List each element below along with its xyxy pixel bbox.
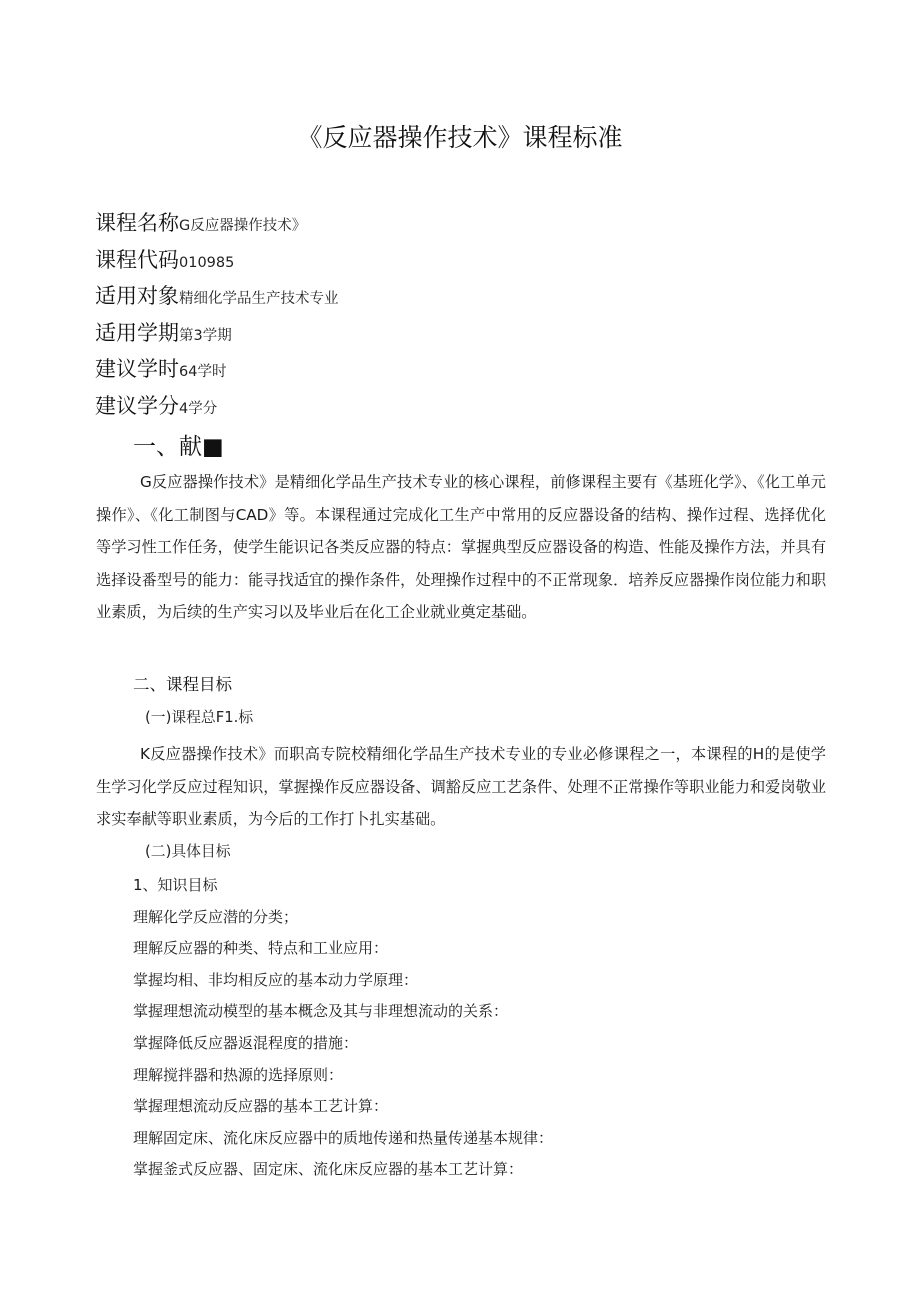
list-item: 掌握均相、非均相反应的基本动力学原理： — [133, 970, 419, 989]
meta-label: 适用学期 — [95, 320, 179, 345]
meta-row-semester — [95, 315, 339, 352]
section-heading-1: 一、献■ — [133, 434, 224, 460]
list-item: 掌握理想流动反应器的基本工艺计算： — [133, 1097, 389, 1116]
section-1-paragraph — [96, 466, 826, 629]
section-2-paragraph — [96, 738, 826, 836]
list-item: 理解搅拌器和热源的选择原则： — [133, 1065, 344, 1084]
meta-label: 建议学时 — [95, 357, 179, 381]
meta-value: 4学分 — [179, 400, 218, 417]
subheading-overall-goal: (一)课程总F1.标 — [145, 709, 254, 726]
meta-row-credits — [95, 388, 339, 425]
meta-label: 建议学分 — [95, 393, 179, 418]
meta-value: G反应器操作技术》 — [179, 218, 307, 234]
meta-row-course-code — [95, 242, 339, 279]
list-item: 掌握降低反应器返混程度的措施： — [133, 1033, 359, 1052]
section-1-text: G反应器操作技术》是精细化学品生产技术专业的核心课程，前修课程主要有《基班化学》、《化工单元操作》、《化工制图与CAD》等。本课程通过完成化工生产中常用的反应器设备的结构、操作过程、选择优化等学习性工作任务，使学生能识记各类反应器的特点：掌握典型反应器设备的构造、性能及操作方法，并具有选择设番型号的能力：能寻找适宜的操作条件，处理操作过程中的不正常现象．培养反应器操作岗位能力和职业素质，为后续的生产实习以及毕业后在化工企业就业奠定基础。 — [96, 473, 826, 621]
meta-label: 课程代码 — [95, 247, 179, 272]
list-item: 掌握理想流动模型的基本概念及其与非理想流动的关系： — [133, 1002, 509, 1021]
list-item: 掌握釜式反应器、固定床、流化床反应器的基本工艺计算： — [133, 1160, 524, 1179]
subheading-specific-goals: (二)具体目标 — [145, 843, 231, 860]
meta-label: 课程名称 — [95, 211, 179, 235]
meta-row-course-name — [95, 205, 339, 242]
meta-value: 第3学期 — [179, 327, 232, 344]
meta-row-target — [95, 278, 339, 315]
section-2-text: K反应器操作技术》而职高专院校精细化学品生产技术专业的专业必修课程之一，本课程的H的是使学生学习化学反应过程知识，掌握操作反应器设备、调豁反应工艺条件、处理不正常操作等职业能力和爱岗敬业求实奉献等职业素质，为今后的工作打卜扎实基础。 — [96, 745, 826, 828]
meta-label: 适用对象 — [95, 284, 179, 308]
meta-value: 010985 — [179, 254, 235, 271]
meta-value: 64学时 — [179, 364, 227, 380]
section-heading-2: 二、课程目标 — [133, 675, 232, 694]
goal-list — [133, 870, 553, 1186]
course-meta — [95, 205, 339, 424]
document-title: 《反应器操作技术》课程标准 — [297, 123, 623, 152]
meta-row-hours — [95, 351, 339, 388]
list-item: 1、知识目标 — [133, 876, 218, 894]
meta-value: 精细化学品生产技术专业 — [179, 291, 339, 307]
list-item: 理解化学反应潜的分类； — [133, 907, 299, 926]
list-item: 理解反应器的种类、特点和工业应用： — [133, 939, 389, 958]
list-item: 理解固定床、流化床反应器中的质地传递和热量传递基本规律： — [133, 1128, 554, 1147]
